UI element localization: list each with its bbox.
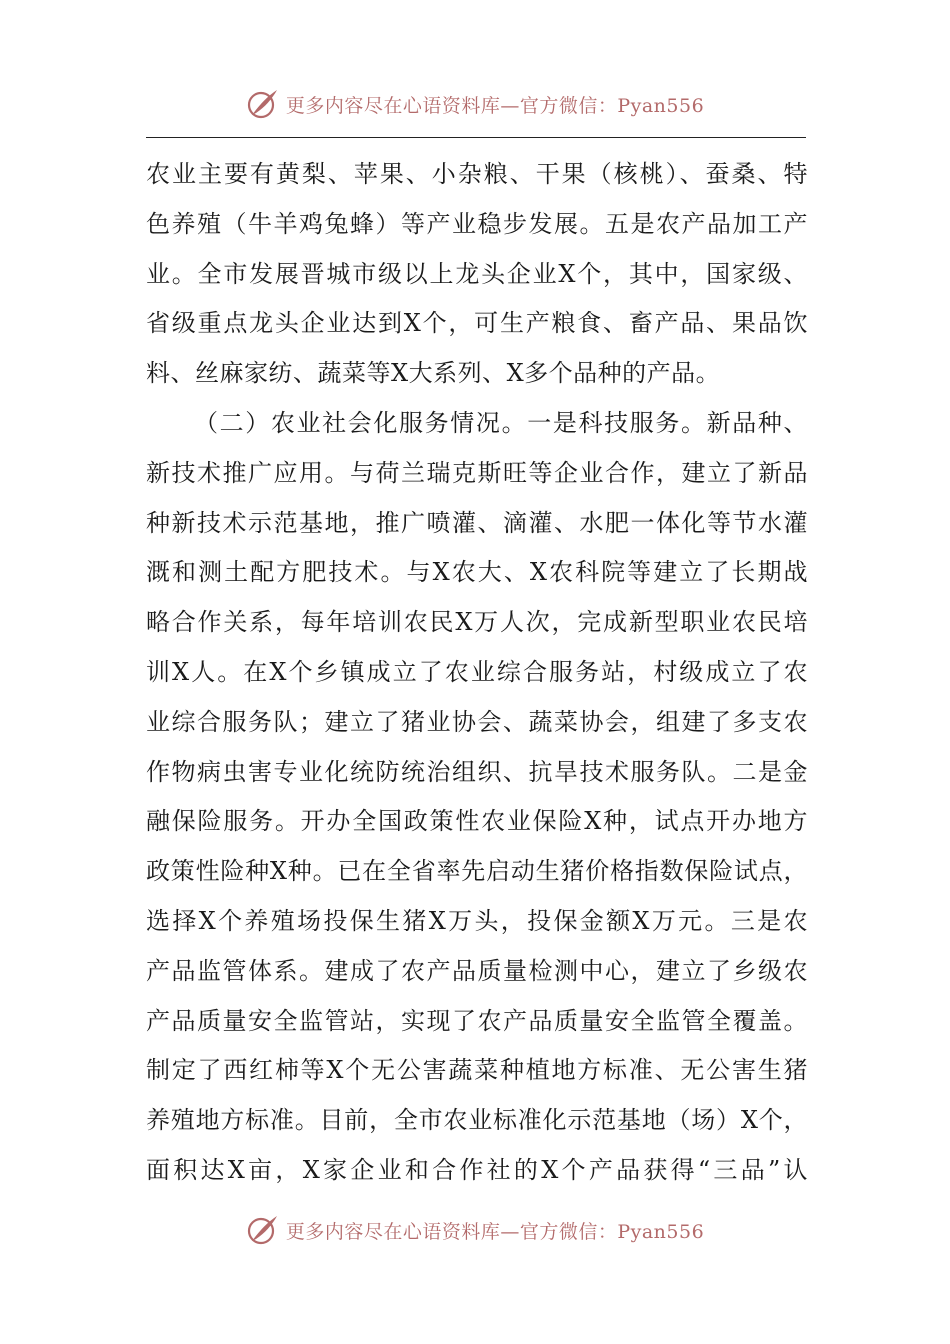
text-line: 作物病虫害专业化统防统治组织、抗旱技术服务队。二是金 [146,757,808,786]
footer-watermark [0,1210,950,1250]
text-line: 新技术推广应用。与荷兰瑞克斯旺等企业合作，建立了新品 [146,458,808,487]
text-line: 溉和测土配方肥技术。与X农大、X农科院等建立了长期战 [146,558,808,587]
text-line: 选择X个养殖场投保生猪X万头，投保金额X万元。三是农 [146,906,808,935]
watermark-text: 更多内容尽在心语资料库—官方微信：Pyan556 [285,1220,705,1243]
quill-logo-icon [246,1213,280,1247]
text-line: 面积达X亩，X家企业和合作社的X个产品获得“三品”认 [146,1155,808,1184]
text-line: 略合作关系，每年培训农民X万人次，完成新型职业农民培 [146,608,808,637]
text-line: 种新技术示范基地，推广喷灌、滴灌、水肥一体化等节水灌 [146,508,808,537]
text-line: 业。全市发展晋城市级以上龙头企业X个，其中，国家级、 [146,259,808,288]
text-line: 业综合服务队；建立了猪业协会、蔬菜协会，组建了多支农 [146,707,808,736]
text-line: 训X人。在X个乡镇成立了农业综合服务站，村级成立了农 [146,657,808,686]
quill-logo-icon [246,87,280,121]
text-line: 色养殖（牛羊鸡兔蜂）等产业稳步发展。五是农产品加工产 [146,209,808,238]
document-body [146,150,808,1196]
header-rule [146,137,806,138]
watermark-text: 更多内容尽在心语资料库—官方微信：Pyan556 [285,94,705,117]
text-line: 养殖地方标准。目前，全市农业标准化示范基地（场）X个， [146,1106,808,1135]
header-watermark [0,84,950,124]
text-line: 省级重点龙头企业达到X个，可生产粮食、畜产品、果品饮 [146,309,808,338]
text-line: 农业主要有黄梨、苹果、小杂粮、干果（核桃）、蚕桑、特 [146,160,808,188]
text-line: 料、丝麻家纺、蔬菜等X大系列、X多个品种的产品。 [146,359,721,388]
text-line: 产品监管体系。建成了农产品质量检测中心，建立了乡级农 [146,956,808,985]
text-line: 政策性险种X种。已在全省率先启动生猪价格指数保险试点， [146,857,808,886]
text-line: 融保险服务。开办全国政策性农业保险X种，试点开办地方 [146,807,808,836]
text-line: 产品质量安全监管站，实现了农产品质量安全监管全覆盖。 [146,1006,808,1035]
paragraph-heading-line: （二）农业社会化服务情况。一是科技服务。新品种、 [194,408,808,437]
text-line: 制定了西红柿等X个无公害蔬菜种植地方标准、无公害生猪 [146,1056,808,1085]
